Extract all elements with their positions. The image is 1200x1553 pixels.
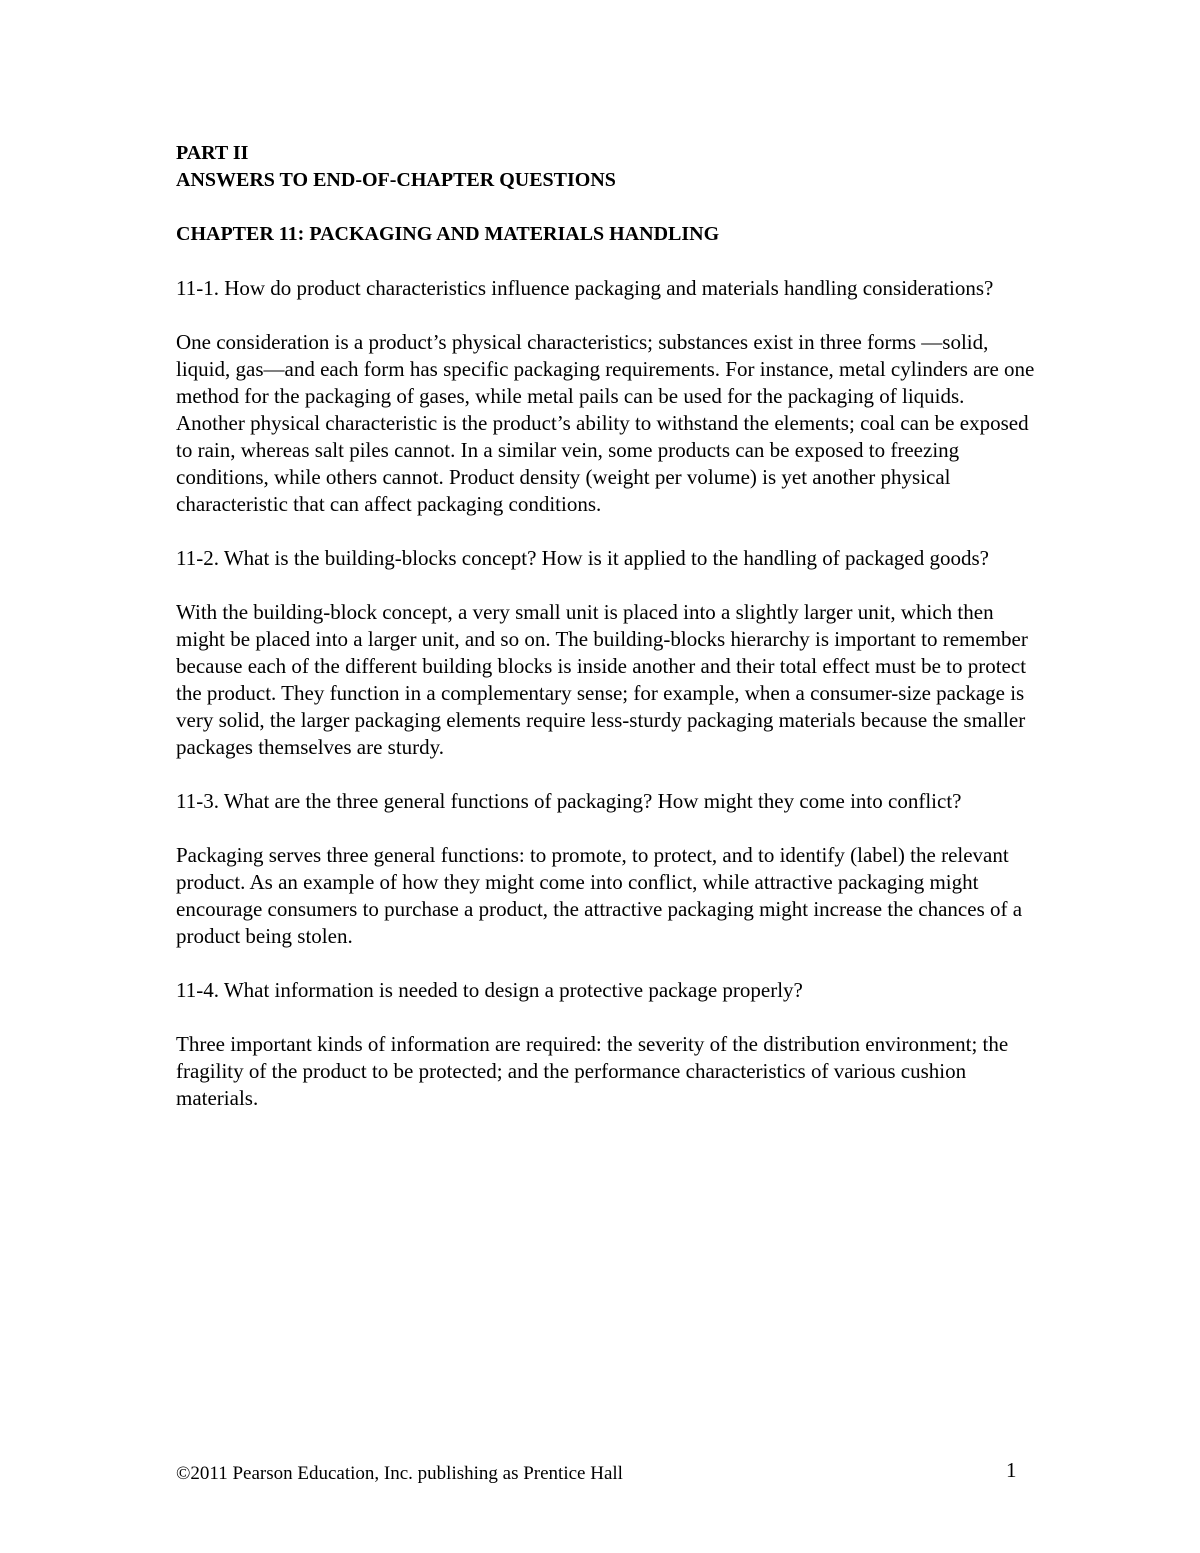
section-heading: ANSWERS TO END-OF-CHAPTER QUESTIONS: [176, 169, 616, 191]
answer-11-2: With the building-block concept, a very small unit is placed into a slightly larger unit, which then might be placed into a larger unit, and so on. The building-blocks hierarchy is important to remember because each of the different building blocks is inside another and their total effect must be to protect the product. They function in a complementary sense; for example, when a consumer-size package is very solid, the larger packaging elements require less-sturdy packaging materials because the smaller packages themselves are sturdy.: [176, 600, 1028, 759]
question-11-3: 11-3. What are the three general functions of packaging? How might they come into conflict?: [176, 789, 962, 813]
answer-11-3: Packaging serves three general functions: to promote, to protect, and to identify (label) the relevant product. As an example of how they might come into conflict, while attractive packaging might encourage consumers to purchase a product, the attractive packaging might increase the chances of a product being stolen.: [176, 843, 1023, 948]
answer-11-4: Three important kinds of information are required: the severity of the distribution environment; the fragility of the product to be protected; and the performance characteristics of various cushion materials.: [176, 1032, 1009, 1110]
part-heading: PART II: [176, 142, 249, 164]
question-11-2: 11-2. What is the building-blocks concept? How is it applied to the handling of packaged goods?: [176, 546, 989, 570]
chapter-title: CHAPTER 11: PACKAGING AND MATERIALS HANDLING: [176, 223, 720, 245]
footer-copyright: ©2011 Pearson Education, Inc. publishing as Prentice Hall: [176, 1463, 623, 1484]
question-11-1: 11-1. How do product characteristics influence packaging and materials handling considerations?: [176, 276, 994, 300]
question-11-4: 11-4. What information is needed to design a protective package properly?: [176, 978, 803, 1002]
page-number: 1: [1006, 1458, 1017, 1482]
document-body: [176, 140, 1036, 1112]
answer-11-1: One consideration is a product’s physical characteristics; substances exist in three forms —solid, liquid, gas—and each form has specific packaging requirements. For instance, metal cylinders are one method for the packaging of gases, while metal pails can be used for the packaging of liquids. Another physical characteristic is the product’s ability to withstand the elements; coal can be exposed to rain, whereas salt piles cannot. In a similar vein, some products can be exposed to freezing conditions, while others cannot. Product density (weight per volume) is yet another physical characteristic that can affect packaging conditions.: [176, 330, 1035, 516]
